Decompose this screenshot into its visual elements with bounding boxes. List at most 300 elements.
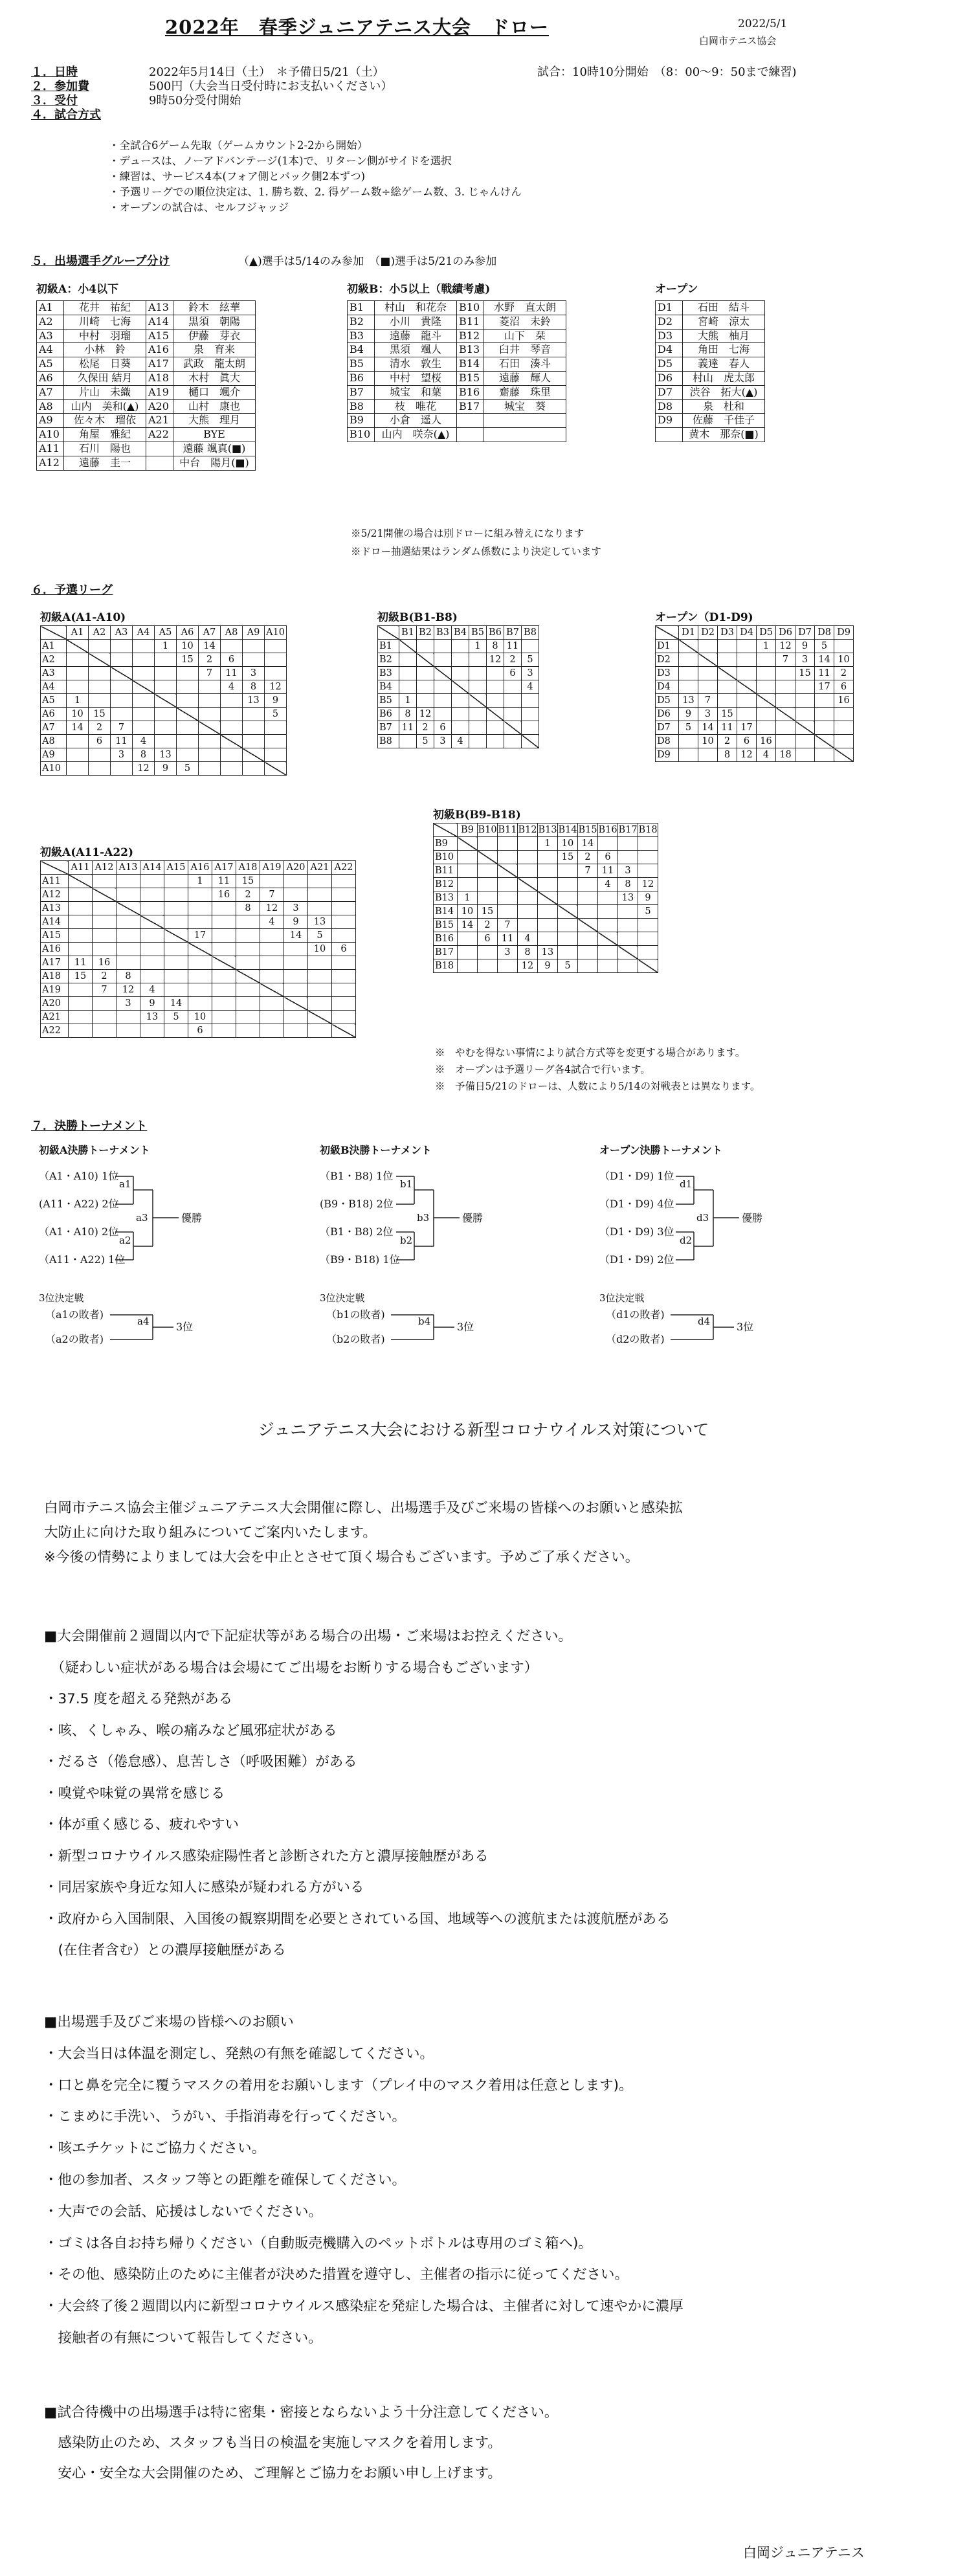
info-row-format (31, 107, 797, 122)
league-match-cell: 14 (164, 997, 188, 1011)
league-row-label: A1 (41, 640, 67, 653)
league-self-cell (452, 680, 469, 694)
league-match-cell (243, 735, 265, 748)
league-match-cell (518, 919, 538, 932)
league-match-cell (260, 956, 284, 970)
league-match-cell: 1 (155, 640, 177, 653)
league-match-cell (698, 640, 718, 653)
league-col-label: A19 (260, 861, 284, 875)
league-match-cell (679, 748, 698, 762)
bracket-entry: （D1・D9) 2位 (599, 1253, 674, 1266)
league-match-cell (111, 708, 133, 721)
player-name: 川崎 七海 (64, 315, 146, 329)
info-row-reception (31, 93, 797, 107)
league-match-cell: 13 (140, 1011, 164, 1024)
league-match-cell (308, 983, 332, 997)
league-match-cell (478, 891, 498, 905)
league-match-cell (140, 1024, 164, 1038)
league-self-cell (199, 721, 221, 735)
league-col-label: A7 (199, 626, 221, 640)
league-col-label: B11 (498, 823, 518, 837)
player-name: 渋谷 拓大(▲) (683, 385, 765, 399)
bracket-open (598, 1139, 870, 1360)
league-match-cell (117, 943, 140, 956)
league-match-cell (718, 653, 737, 667)
league-self-cell (478, 851, 498, 864)
player-code: D6 (656, 371, 683, 385)
league-row (378, 708, 539, 721)
covid-heading: ■出場選手及びご来場の皆様へのお願い (44, 2014, 294, 2030)
league-col-label: A14 (140, 861, 164, 875)
league-row (378, 735, 539, 748)
league-row (41, 875, 356, 888)
league-match-cell (469, 653, 487, 667)
league-match-cell: 6 (434, 721, 452, 735)
league-col-label: D9 (834, 626, 854, 640)
league-match-cell (236, 997, 260, 1011)
league-row (41, 929, 356, 943)
league-match-cell: 10 (177, 640, 199, 653)
league-match-cell: 7 (199, 667, 221, 680)
player-name: 黒須 颯人 (375, 343, 457, 357)
player-code: A13 (146, 301, 173, 315)
covid-title: ジュニアテニス大会における新型コロナウイルス対策について (258, 1420, 709, 1439)
league-match-cell: 8 (236, 902, 260, 915)
league-match-cell: 8 (718, 748, 737, 762)
league-match-cell (498, 837, 518, 851)
league-match-cell (243, 762, 265, 776)
bracket-winner-label: 優勝 (742, 1212, 763, 1224)
league-match-cell (757, 667, 776, 680)
league-match-cell (260, 970, 284, 983)
league-match-cell (188, 915, 212, 929)
league-match-cell (452, 721, 469, 735)
league-self-cell (243, 748, 265, 762)
league-match-cell (117, 875, 140, 888)
league-match-cell (265, 640, 287, 653)
league-self-cell (111, 667, 133, 680)
league-col-label: B15 (578, 823, 598, 837)
league-match-cell (618, 919, 638, 932)
league-match-cell (308, 888, 332, 902)
covid-line: ・口と鼻を完全に覆うマスクの着用をお願いします（プレイ中のマスク着用は任意とします)。 (44, 2077, 633, 2094)
player-name: 佐藤 千佳子 (683, 414, 765, 428)
bracket-match-label: d3 (696, 1212, 709, 1224)
league-row (41, 735, 287, 748)
league-col-label: A6 (177, 626, 199, 640)
league-match-cell (67, 653, 89, 667)
league-self-cell (260, 983, 284, 997)
league-self-cell (795, 721, 815, 735)
rule-item: ・全試合6ゲーム先取（ゲームカウント2-2から開始） (109, 139, 368, 151)
league-match-cell (89, 680, 111, 694)
player-name: 城宝 葵 (484, 399, 566, 414)
league-match-cell (458, 864, 478, 878)
league-row (41, 902, 356, 915)
league-match-cell (815, 708, 834, 721)
player-name: 城宝 和葉 (375, 385, 457, 399)
league-match-cell: 16 (212, 888, 236, 902)
player-code: A8 (37, 399, 64, 414)
league-match-cell (236, 1011, 260, 1024)
league-match-cell (776, 721, 795, 735)
player-code: A18 (146, 371, 173, 385)
league-match-cell: 3 (117, 997, 140, 1011)
player-name: 中村 望桜 (375, 371, 457, 385)
league-match-cell: 13 (618, 891, 638, 905)
league-corner-cell (41, 626, 67, 640)
league-row (434, 932, 658, 946)
bracket-entry: （D1・D9) 3位 (599, 1226, 674, 1238)
league-match-cell: 5 (265, 708, 287, 721)
league-match-cell: 5 (679, 721, 698, 735)
league-match-cell (236, 915, 260, 929)
player-name: 山下 栞 (484, 329, 566, 343)
group-row (656, 357, 765, 372)
league-col-label: B13 (538, 823, 558, 837)
info-label: １．日時 (31, 65, 78, 79)
league-match-cell: 9 (284, 915, 308, 929)
league-row-label: B17 (434, 946, 458, 959)
league-match-cell: 16 (834, 694, 854, 708)
league-match-cell (117, 956, 140, 970)
league-match-cell: 2 (834, 667, 854, 680)
third-place-title: 3位決定戦 (320, 1292, 365, 1304)
league-match-cell (265, 653, 287, 667)
league-row-label: B10 (434, 851, 458, 864)
player-code (457, 414, 484, 428)
league-match-cell: 4 (598, 878, 618, 891)
league-match-cell: 9 (265, 694, 287, 708)
league-match-cell (815, 721, 834, 735)
league-match-cell (834, 721, 854, 735)
league-match-cell (487, 667, 504, 680)
group-row (37, 371, 256, 385)
info-extra: 試合：10時10分開始 （8：00～9：50まで練習) (537, 65, 797, 79)
league-match-cell: 6 (598, 851, 618, 864)
group-row (37, 329, 256, 343)
player-code: D3 (656, 329, 683, 343)
league-match-cell (498, 851, 518, 864)
league-match-cell (164, 902, 188, 915)
league-col-label: A18 (236, 861, 260, 875)
league-match-cell: 9 (155, 762, 177, 776)
league-match-cell (260, 1011, 284, 1024)
league-col-label: B9 (458, 823, 478, 837)
league-match-cell: 14 (67, 721, 89, 735)
league-header-row (656, 626, 854, 640)
league-row-label: B14 (434, 905, 458, 919)
league-match-cell: 3 (522, 667, 539, 680)
league-match-cell (538, 878, 558, 891)
league-self-cell (221, 735, 243, 748)
player-code: A16 (146, 343, 173, 357)
league-self-cell (558, 905, 578, 919)
bracket-match-label: a3 (136, 1212, 148, 1224)
league-self-cell (265, 762, 287, 776)
league-match-cell (177, 667, 199, 680)
league-match-cell (67, 680, 89, 694)
league-match-cell: 5 (815, 640, 834, 653)
player-name: 佐々木 瑠依 (64, 414, 146, 428)
league-match-cell (199, 680, 221, 694)
league-match-cell: 11 (212, 875, 236, 888)
league-match-cell (155, 721, 177, 735)
league-col-label: D1 (679, 626, 698, 640)
league-match-cell (538, 851, 558, 864)
league-match-cell (111, 694, 133, 708)
league-match-cell (558, 932, 578, 946)
covid-line: ・ゴミは各自お持ち帰りください（自動販売機購入のペットボトルは専用のゴミ箱へ)。 (44, 2235, 592, 2252)
league-match-cell: 8 (399, 708, 417, 721)
league-match-cell: 1 (538, 837, 558, 851)
bracket-entry: （A1・A10) 2位 (39, 1226, 119, 1238)
player-name: 中台 陽月(■) (173, 456, 256, 470)
player-code: A14 (146, 315, 173, 329)
covid-heading: ■試合待機中の出場選手は特に密集・密接とならないよう十分注意してください。 (44, 2404, 559, 2421)
league-match-cell (93, 943, 117, 956)
league-match-cell: 2 (93, 970, 117, 983)
league-match-cell (164, 888, 188, 902)
league-match-cell (776, 735, 795, 748)
league-match-cell (133, 653, 155, 667)
league-row-label: A7 (41, 721, 67, 735)
player-code: D4 (656, 343, 683, 357)
league-match-cell: 2 (199, 653, 221, 667)
league-col-label: A20 (284, 861, 308, 875)
player-code: B10 (457, 301, 484, 315)
league-match-cell: 10 (698, 735, 718, 748)
bracket-winner-label: 優勝 (181, 1212, 203, 1224)
league-row (41, 888, 356, 902)
league-row-label: A16 (41, 943, 69, 956)
league-self-cell (504, 721, 522, 735)
league-match-cell: 14 (199, 640, 221, 653)
league-match-cell (221, 640, 243, 653)
league-row (434, 891, 658, 905)
group-row (348, 399, 566, 414)
league-match-cell: 9 (140, 997, 164, 1011)
league-match-cell: 7 (260, 888, 284, 902)
league-self-cell (679, 640, 698, 653)
league-match-cell (243, 721, 265, 735)
league-match-cell (155, 667, 177, 680)
league-match-cell (434, 680, 452, 694)
league-match-cell: 7 (93, 983, 117, 997)
league-row (434, 851, 658, 864)
info-label: ２．参加費 (31, 80, 89, 93)
league-match-cell: 7 (578, 864, 598, 878)
league-match-cell (478, 959, 498, 973)
league-match-cell (199, 735, 221, 748)
bracket-entry: （A11・A22) 1位 (39, 1253, 126, 1266)
league-match-cell (598, 959, 618, 973)
league-match-cell: 3 (618, 864, 638, 878)
league-match-cell (332, 915, 356, 929)
league-match-cell (518, 851, 538, 864)
league-row-label: D4 (656, 680, 679, 694)
third-place-label: 3位 (457, 1321, 474, 1333)
league-match-cell (487, 735, 504, 748)
league-match-cell (236, 943, 260, 956)
player-code: B11 (457, 315, 484, 329)
league-row-label: B18 (434, 959, 458, 973)
league-match-cell (265, 667, 287, 680)
group-row (37, 343, 256, 357)
league-match-cell (177, 748, 199, 762)
league-match-cell (598, 919, 618, 932)
league-match-cell: 11 (111, 735, 133, 748)
league-row-label: A2 (41, 653, 67, 667)
league-self-cell (177, 708, 199, 721)
league-match-cell (757, 708, 776, 721)
player-code: B10 (348, 428, 375, 442)
league-match-cell: 14 (578, 837, 598, 851)
league-match-cell: 15 (69, 970, 93, 983)
league-match-cell (69, 929, 93, 943)
league-match-cell: 6 (89, 735, 111, 748)
league-match-cell (332, 983, 356, 997)
league-match-cell (67, 762, 89, 776)
league-match-cell (284, 956, 308, 970)
player-code: B12 (457, 329, 484, 343)
group-row (37, 357, 256, 372)
league-col-label: B16 (598, 823, 618, 837)
league-match-cell (469, 680, 487, 694)
covid-line: ・他の参加者、スタッフ等との距離を確保してください。 (44, 2171, 406, 2188)
league-match-cell: 10 (834, 653, 854, 667)
covid-intro-line: ※今後の情勢によりましては大会を中止とさせて頂く場合もございます。予めご了承ください。 (44, 1549, 639, 1565)
league-match-cell (452, 667, 469, 680)
league-match-cell: 3 (243, 667, 265, 680)
league-match-cell (69, 943, 93, 956)
group-row (656, 329, 765, 343)
league-col-label: D7 (795, 626, 815, 640)
league-match-cell (308, 997, 332, 1011)
league-row (41, 983, 356, 997)
league-match-cell (399, 653, 417, 667)
league-row-label: B7 (378, 721, 399, 735)
league-self-cell (164, 929, 188, 943)
league-col-label: A10 (265, 626, 287, 640)
league-row (41, 721, 287, 735)
covid-requests-section (44, 2013, 684, 2361)
league-col-label: B3 (434, 626, 452, 640)
league-match-cell (434, 694, 452, 708)
league-match-cell: 15 (558, 851, 578, 864)
player-code: B2 (348, 315, 375, 329)
covid-intro (44, 1499, 683, 1573)
league-match-cell: 13 (243, 694, 265, 708)
group-row (348, 428, 566, 442)
league-match-cell: 4 (452, 735, 469, 748)
league-match-cell (538, 905, 558, 919)
league-match-cell: 8 (487, 640, 504, 653)
league-col-label: D3 (718, 626, 737, 640)
league-match-cell (598, 837, 618, 851)
league-self-cell (89, 653, 111, 667)
league-row-label: A9 (41, 748, 67, 762)
player-code: D7 (656, 385, 683, 399)
player-code: A19 (146, 385, 173, 399)
league-match-cell: 7 (698, 694, 718, 708)
league-match-cell (504, 708, 522, 721)
league-match-cell (199, 694, 221, 708)
player-name: 義達 春人 (683, 357, 765, 372)
league-match-cell (737, 640, 757, 653)
covid-heading: ■大会開催前２週間以内で下記症状等がある場合の出場・ご来場はお控えください。 (44, 1628, 572, 1644)
league-row-label: A15 (41, 929, 69, 943)
covid-line: ・大会終了後２週間以内に新型コロナウイルス感染症を発症した場合は、主催者に対して速やかに濃厚 (44, 2298, 684, 2315)
league-row (41, 762, 287, 776)
league-match-cell (598, 946, 618, 959)
league-row (656, 708, 854, 721)
league-note: ※ 予備日5/21のドローは、人数により5/14の対戦表とは異なります。 (435, 1081, 761, 1092)
league-match-cell (757, 653, 776, 667)
league-match-cell: 16 (93, 956, 117, 970)
league-row-label: B16 (434, 932, 458, 946)
league-self-cell (308, 1011, 332, 1024)
league-match-cell: 11 (498, 932, 518, 946)
third-place-entry: （d2の敗者) (606, 1333, 665, 1345)
league-match-cell: 8 (243, 680, 265, 694)
player-code: B5 (348, 357, 375, 372)
league-match-cell (199, 762, 221, 776)
league-match-cell (679, 735, 698, 748)
league-match-cell (188, 902, 212, 915)
covid-line: (在住者含む）との濃厚接触歴がある (44, 1942, 286, 1958)
league-match-cell (221, 762, 243, 776)
league-match-cell (140, 970, 164, 983)
player-code: D8 (656, 399, 683, 414)
league-col-label: D6 (776, 626, 795, 640)
player-name: 村山 虎太郎 (683, 371, 765, 385)
league-match-cell: 1 (469, 640, 487, 653)
league-row (41, 653, 287, 667)
league-table-a1 (40, 625, 287, 776)
covid-line: ・その他、感染防止のために主催者が決めた措置を遵守し、主催者の指示に従ってください。 (44, 2267, 629, 2283)
league-match-cell: 10 (558, 837, 578, 851)
bracket-match-label: a4 (137, 1316, 150, 1327)
info-value: 2022年5月14日（土） ＊予備日5/21（土） (149, 65, 384, 79)
league-match-cell: 10 (458, 905, 478, 919)
league-match-cell (578, 891, 598, 905)
bracket-match-label: a2 (119, 1235, 131, 1246)
league-match-cell: 9 (638, 891, 658, 905)
third-place-entry: （b1の敗者) (326, 1308, 385, 1321)
league-self-cell (117, 902, 140, 915)
group-row (37, 456, 256, 470)
league-match-cell (140, 902, 164, 915)
league-col-label: A21 (308, 861, 332, 875)
league-row-label: A10 (41, 762, 67, 776)
league-match-cell: 2 (718, 735, 737, 748)
league-match-cell (452, 640, 469, 653)
league-match-cell (164, 875, 188, 888)
league-match-cell: 15 (89, 708, 111, 721)
league-row (41, 680, 287, 694)
league-row (41, 708, 287, 721)
league-match-cell: 1 (67, 694, 89, 708)
league-self-cell (538, 891, 558, 905)
league-match-cell (284, 875, 308, 888)
league-match-cell (458, 878, 478, 891)
league-title: 初級B(B9-B18) (433, 809, 521, 822)
league-match-cell (518, 905, 538, 919)
league-match-cell (164, 983, 188, 997)
league-self-cell (434, 667, 452, 680)
player-name: 黄木 那奈(■) (683, 428, 765, 442)
